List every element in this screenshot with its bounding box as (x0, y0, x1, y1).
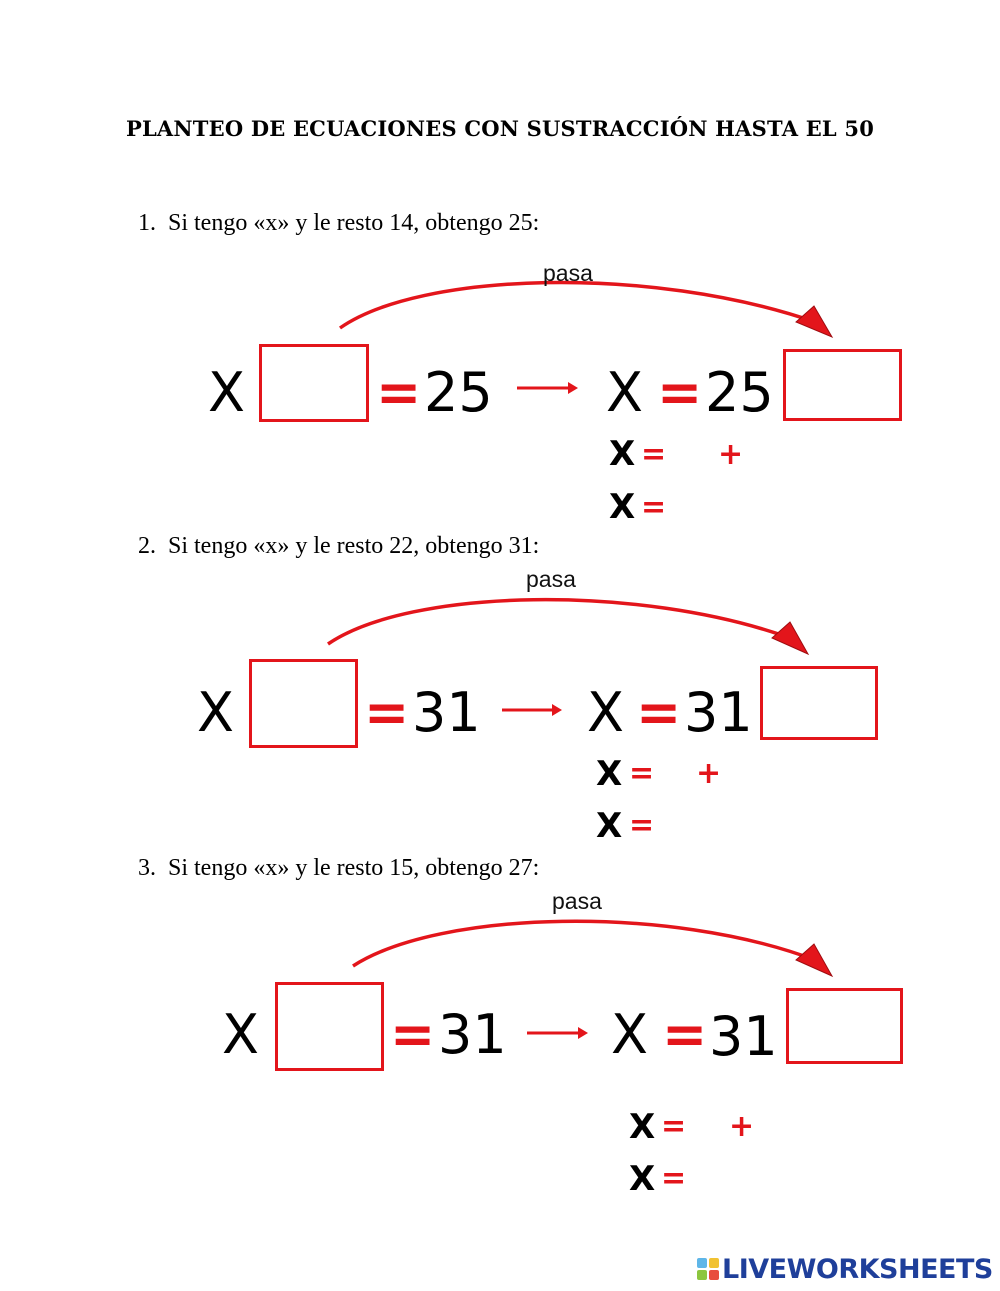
answer-box-2[interactable] (786, 988, 903, 1064)
equals-sign: = (641, 437, 667, 472)
pasa-arrow-head-1 (568, 382, 578, 394)
equals-sign: = (629, 808, 655, 843)
answer-box-1[interactable] (259, 344, 369, 422)
x-variable: X (596, 754, 623, 794)
result-number: 25 (424, 361, 493, 424)
equals-sign: = (390, 1003, 436, 1066)
equals-sign: = (364, 681, 410, 744)
answer-box-1[interactable] (275, 982, 384, 1071)
pasa-arc-2 (328, 600, 790, 644)
result-number: 31 (709, 1005, 778, 1068)
question-number: 1. (138, 210, 156, 236)
equals-sign: = (657, 361, 703, 424)
question-text: Si tengo «x» y le resto 14, obtengo 25: (168, 210, 540, 236)
plus-sign: + (729, 1109, 755, 1144)
equals-sign: = (662, 1003, 708, 1066)
answer-box-2[interactable] (760, 666, 878, 740)
pasa-arc-3 (353, 921, 815, 966)
result-number: 31 (412, 681, 481, 744)
x-variable: X (222, 1003, 259, 1066)
x-variable: X (208, 361, 245, 424)
equals-sign: = (636, 681, 682, 744)
equals-sign: = (641, 490, 667, 525)
question-number: 2. (138, 533, 156, 559)
x-variable: X (596, 806, 623, 846)
arc-arrowhead-2 (772, 622, 808, 654)
liveworksheets-logo-icon (697, 1258, 719, 1280)
question-number: 3. (138, 855, 156, 881)
pasa-label: pasa (552, 888, 602, 914)
x-variable: X (606, 361, 643, 424)
pasa-arrow-head-2 (552, 704, 562, 716)
worksheet-title: PLANTEO DE ECUACIONES CON SUSTRACCIÓN HASTA EL 50 (125, 116, 875, 141)
result-number: 25 (705, 361, 774, 424)
x-variable: X (629, 1159, 656, 1199)
x-variable: X (611, 1003, 648, 1066)
equals-sign: = (376, 361, 422, 424)
pasa-label: pasa (526, 566, 576, 592)
result-number: 31 (684, 681, 753, 744)
pasa-arc-1 (340, 282, 815, 328)
arc-arrowhead-3 (796, 944, 832, 976)
x-variable: X (629, 1107, 656, 1147)
x-variable: X (609, 434, 636, 474)
equals-sign: = (629, 756, 655, 791)
liveworksheets-brand: LIVEWORKSHEETS (722, 1254, 993, 1285)
x-variable: X (587, 681, 624, 744)
x-variable: X (197, 681, 234, 744)
result-number: 31 (438, 1003, 507, 1066)
pasa-label: pasa (543, 260, 593, 286)
answer-box-1[interactable] (249, 659, 358, 748)
question-text: Si tengo «x» y le resto 15, obtengo 27: (168, 855, 540, 881)
equals-sign: = (661, 1161, 687, 1196)
pasa-arrow-head-3 (578, 1027, 588, 1039)
plus-sign: + (718, 437, 744, 472)
equals-sign: = (661, 1109, 687, 1144)
x-variable: X (609, 487, 636, 527)
plus-sign: + (696, 756, 722, 791)
question-text: Si tengo «x» y le resto 22, obtengo 31: (168, 533, 540, 559)
answer-box-2[interactable] (783, 349, 902, 421)
arc-arrowhead-1 (796, 306, 832, 337)
